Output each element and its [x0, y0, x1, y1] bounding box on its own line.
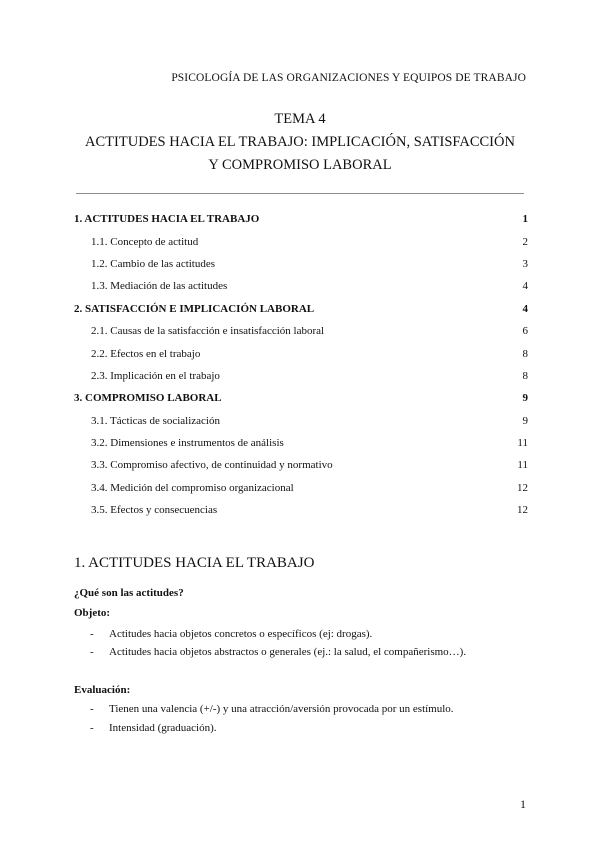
list-item: [90, 703, 454, 715]
toc-entry-label: 2.1. Causas de la satisfacción e insatisfacción laboral: [91, 325, 325, 338]
toc-entry[interactable]: [74, 387, 528, 409]
list-item-text: Actitudes hacia objetos concretos o específicos (ej: drogas).: [109, 628, 373, 640]
list-item-text: Intensidad (graduación).: [109, 722, 217, 734]
toc-entry[interactable]: [74, 477, 528, 499]
toc-entry[interactable]: [74, 365, 528, 387]
toc-entry-page: 2: [522, 235, 528, 248]
toc-entry[interactable]: [74, 432, 528, 454]
toc-entry[interactable]: [74, 230, 528, 252]
toc-entry-label: 2. SATISFACCIÓN E IMPLICACIÓN LABORAL: [74, 302, 315, 315]
toc-entry[interactable]: [74, 275, 528, 297]
list-item: [90, 628, 372, 640]
toc-entry-page: 8: [522, 347, 528, 360]
bullet-marker: -: [90, 703, 94, 715]
toc-entry-label: 1.2. Cambio de las actitudes: [91, 257, 216, 270]
running-header: PSICOLOGÍA DE LAS ORGANIZACIONES Y EQUIPOS DE TRABAJO: [171, 72, 526, 84]
toc-entry-label: 2.2. Efectos en el trabajo: [91, 347, 201, 360]
toc-entry-label: 3. COMPROMISO LABORAL: [74, 392, 222, 405]
list-item-text: Tienen una valencia (+/-) y una atracción/aversión provocada por un estímulo.: [109, 703, 454, 715]
list-item: [90, 722, 217, 734]
bullet-marker: -: [90, 628, 94, 640]
toc-entry[interactable]: [74, 298, 528, 320]
toc-entry-page: 6: [522, 325, 528, 338]
toc-entry-page: 4: [522, 302, 528, 315]
title-divider: [76, 193, 524, 194]
list-item-text: Actitudes hacia objetos abstractos o generales (ej.: la salud, el compañerismo…).: [109, 646, 467, 658]
object-label: Objeto:: [74, 607, 111, 619]
table-of-contents: [74, 208, 528, 521]
evaluation-label: Evaluación:: [74, 684, 131, 696]
bullet-marker: -: [90, 646, 94, 658]
toc-entry[interactable]: [74, 253, 528, 275]
toc-entry-page: 1: [522, 213, 528, 226]
toc-entry-label: 3.3. Compromiso afectivo, de continuidad y normativo: [91, 459, 333, 472]
toc-entry-label: 3.5. Efectos y consecuencias: [91, 504, 218, 517]
toc-entry-page: 9: [522, 414, 528, 427]
toc-entry-page: 12: [517, 504, 528, 517]
toc-entry[interactable]: [74, 208, 528, 230]
page-number: 1: [520, 797, 526, 811]
toc-entry[interactable]: [74, 320, 528, 342]
toc-entry[interactable]: [74, 454, 528, 476]
toc-entry-page: 9: [522, 392, 528, 405]
toc-entry-label: 3.2. Dimensiones e instrumentos de análisis: [91, 437, 284, 450]
toc-entry[interactable]: [74, 499, 528, 521]
section-heading: 1. ACTITUDES HACIA EL TRABAJO: [74, 555, 315, 571]
toc-entry-page: 11: [517, 437, 528, 450]
toc-entry-page: 4: [522, 280, 528, 293]
toc-entry-label: 1.3. Mediación de las actitudes: [91, 280, 228, 293]
toc-entry-label: 1.1. Concepto de actitud: [91, 235, 199, 248]
toc-entry-label: 3.4. Medición del compromiso organizacional: [91, 481, 294, 494]
title-line-2: ACTITUDES HACIA EL TRABAJO: IMPLICACIÓN, SATISFACCIÓN: [85, 134, 515, 150]
toc-entry-page: 12: [517, 481, 528, 494]
toc-entry-label: 1. ACTITUDES HACIA EL TRABAJO: [74, 213, 260, 226]
toc-entry-page: 3: [522, 257, 528, 270]
toc-entry-page: 11: [517, 459, 528, 472]
toc-entry[interactable]: [74, 342, 528, 364]
document-title: [0, 108, 600, 177]
toc-entry-label: 3.1. Tácticas de socialización: [91, 414, 220, 427]
list-item: [90, 646, 466, 658]
toc-entry-label: 2.3. Implicación en el trabajo: [91, 369, 220, 382]
toc-entry[interactable]: [74, 410, 528, 432]
title-line-3: Y COMPROMISO LABORAL: [208, 157, 392, 173]
question-heading: ¿Qué son las actitudes?: [74, 587, 184, 599]
bullet-marker: -: [90, 722, 94, 734]
title-line-1: TEMA 4: [274, 111, 326, 127]
toc-entry-page: 8: [522, 369, 528, 382]
